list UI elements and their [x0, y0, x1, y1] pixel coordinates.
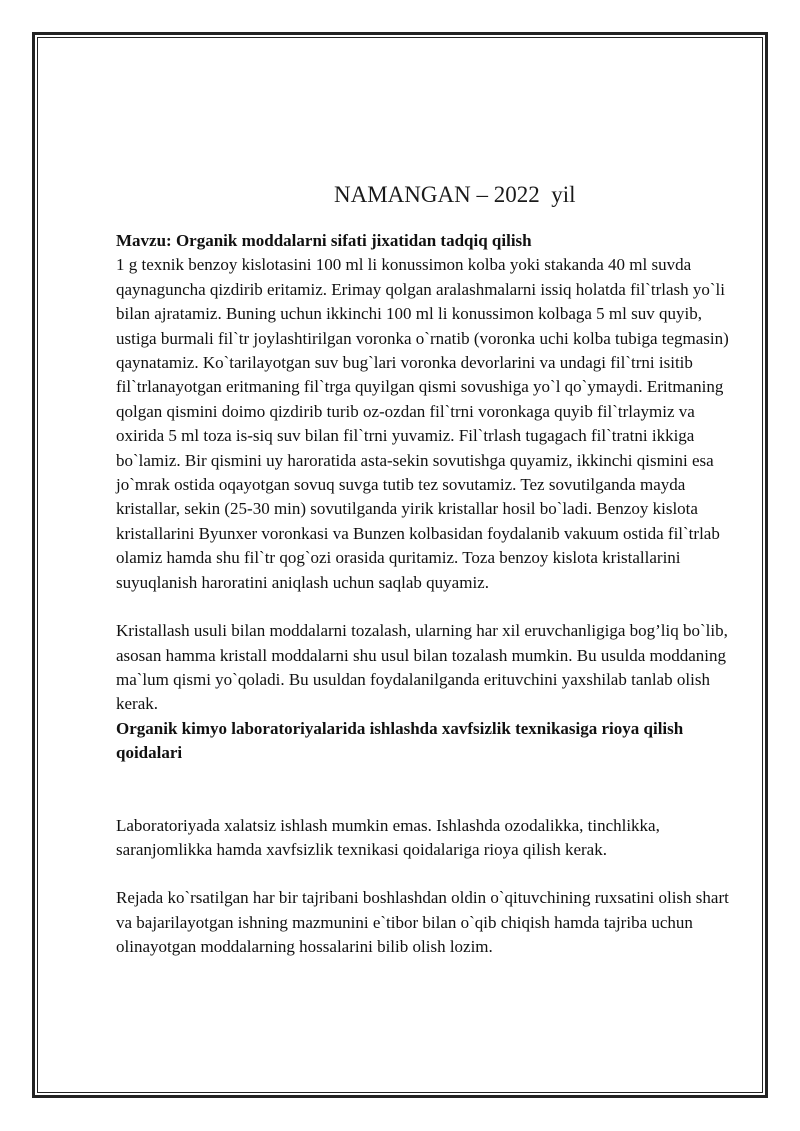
safety-paragraph-2: Rejada ko`rsatilgan har bir tajribani boshlashdan oldin o`qituvchining ruxsatini olish shart va bajarilayotgan ishning mazmunini e`tibor bilan o`qib chiqish hamda tajriba uchun olinayotgan moddalarning hossalarini bilib olish lozim.: [116, 888, 729, 957]
topic-title: Mavzu: Organik moddalarni sifati jixatidan tadqiq qilish: [116, 231, 532, 250]
crystallization-paragraph: Kristallash usuli bilan moddalarni tozalash, ularning har xil eruvchanligiga bog’liq bo`lib, asosan hamma kristall moddalarni shu usul bilan tozalash mumkin. Bu usulda moddaning ma`lum qismi yo`qoladi. Bu usuldan foydalanilganda erituvchini yaxshilab tanlab olish kerak.: [116, 621, 728, 714]
safety-paragraph-1: Laboratoriyada xalatsiz ishlash mumkin emas. Ishlashda ozodalikka, tinchlikka, saranjomlikka hamda xavfsizlik texnikasi qoidalariga rioya qilish kerak.: [116, 815, 660, 859]
city-year-heading: NAMANGAN – 2022 yil: [334, 182, 576, 207]
topic-paragraph: 1 g texnik benzoy kislotasini 100 ml li konussimon kolba yoki stakanda 40 ml suvda qaynaguncha qizdirib eritamiz. Erimay qolgan aralashmalarni issiq holatda fil`trlash yo`li bilan ajratamiz. Buning uchun ikkinchi 100 ml li konussimon kolbaga 5 ml suv quyib, ustiga burmali fil`tr joylashtirilgan voronka o`rnatib (voronka uchi kolba tubiga tegmasin) qaynatamiz. Ko`tarilayotgan suv bug`lari voronka devorlarini va undagi fil`trni isitib fil`trlanayotgan eritmaning fil`trga quyilgan qismi sovushiga yo`l qo`ymaydi. Eritmaning qolgan qismini doimo qizdirib turib oz-ozdan fil`trni voronkaga quyib fil`trlaymiz va oxirida 5 ml toza is-siq suv bilan fil`trni yuvamiz. Fil`trlash tugagach fil`tratni ikkiga bo`lamiz. Bir qismini uy haroratida asta-sekin sovutishga quyamiz, ikkinchi qismini esa jo`mrak ostida oqayotgan sovuq suvga tutib tez sovutamiz. Tez sovutilganda mayda kristallar, sekin (25-30 min) sovutilganda yirik kristallar hosil bo`ladi. Benzoy kislota kristallarini Byunxer voronkasi va Bunzen kolbasidan foydalanib vakuum ostida fil`trlab olamiz hamda shu fil`tr qog`ozi orasida quritamiz. Toza benzoy kislota kristallarini suyuqlanish haroratini aniqlash uchun saqlab quyamiz.: [116, 255, 729, 592]
section-spacer: [116, 766, 746, 814]
safety-heading: Organik kimyo laboratoriyalarida ishlashda xavfsizlik texnikasiga rioya qilish qoidalari: [116, 718, 684, 763]
document-body: [116, 229, 746, 960]
paragraph-spacer: [116, 595, 746, 619]
paragraph-spacer: [116, 862, 746, 886]
